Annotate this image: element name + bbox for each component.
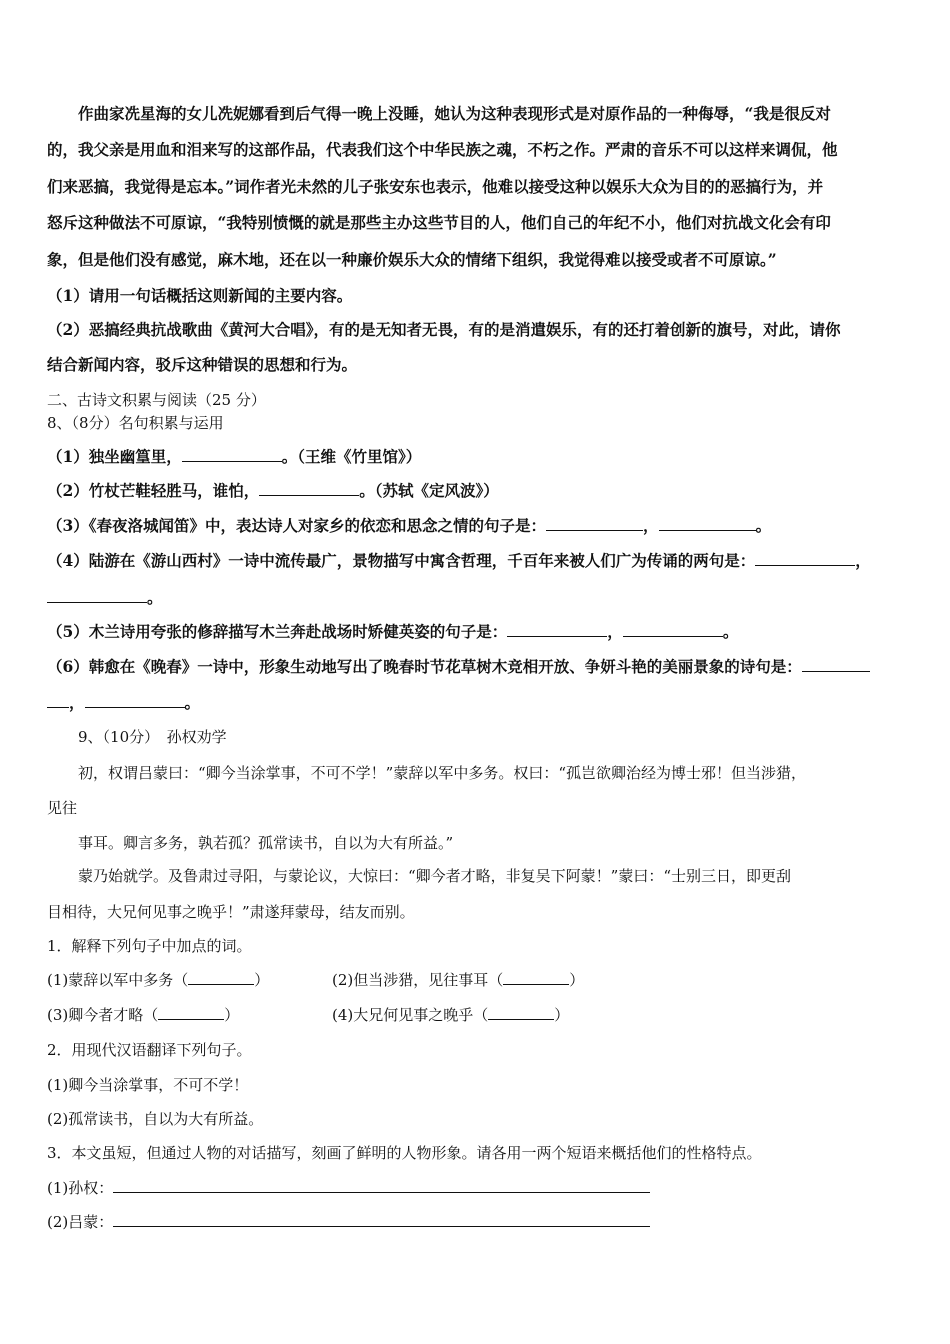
answer-blank[interactable] bbox=[507, 622, 607, 637]
answer-blank[interactable] bbox=[85, 693, 185, 708]
q9-sub-1-title: 1．解释下列句子中加点的词。 bbox=[47, 937, 252, 955]
answer-blank[interactable] bbox=[503, 970, 569, 985]
q9-passage-line-3b: 目相待，大兄何见事之晚乎！”肃遂拜蒙母，结友而别。 bbox=[47, 903, 415, 921]
q9-passage-line-3: 蒙乃始就学。及鲁肃过寻阳，与蒙论议，大惊曰：“卿今者才略，非复吴下阿蒙！”蒙曰：“士别三日，即更刮 bbox=[78, 867, 792, 885]
q8-item-1 bbox=[47, 447, 421, 467]
comma: ， bbox=[855, 551, 871, 570]
close-paren: ） bbox=[569, 971, 585, 989]
q9-sub-1-item-3-text: (3)卿今者才略（ bbox=[47, 1006, 159, 1024]
q9-sub-1-item-3 bbox=[47, 1005, 239, 1025]
q8-item-1-text: （1）独坐幽篁里， bbox=[47, 447, 182, 466]
q9-sub-1-item-1-text: (1)蒙辞以军中多务（ bbox=[47, 971, 189, 989]
answer-blank[interactable] bbox=[755, 551, 855, 566]
news-paragraph-line-3: 们来恶搞，我觉得是忘本。”词作者光未然的儿子张安东也表示，他难以接受这种以娱乐大众为目的的恶搞行为，并 bbox=[47, 177, 824, 196]
q8-item-2-text: （2）竹杖芒鞋轻胜马，谁怕， bbox=[47, 481, 260, 500]
q9-sub-3-item-2 bbox=[47, 1212, 650, 1232]
q9-sub-3-item-2-text: (2)吕蒙： bbox=[47, 1213, 114, 1231]
news-question-1: （1）请用一句话概括这则新闻的主要内容。 bbox=[47, 286, 353, 305]
answer-blank[interactable] bbox=[158, 1005, 224, 1020]
answer-blank[interactable] bbox=[659, 516, 756, 531]
q8-item-6-text: （6）韩愈在《晚春》一诗中，形象生动地写出了晚春时节花草树木竞相开放、争妍斗艳的美丽景象的诗句是： bbox=[47, 657, 802, 676]
q8-item-2-source: 。（苏轼《定风波》） bbox=[359, 481, 499, 500]
q8-item-3 bbox=[47, 516, 771, 536]
q9-passage-line-2: 事耳。卿言多务，孰若孤？孤常读书，自以为大有所益。” bbox=[78, 834, 454, 852]
answer-line[interactable] bbox=[113, 1212, 650, 1227]
q8-item-4-text: （4）陆游在《游山西村》一诗中流传最广，景物描写中寓含哲理，千百年来被人们广为传诵的两句是： bbox=[47, 551, 756, 570]
answer-blank[interactable] bbox=[802, 657, 870, 672]
q9-sub-3-item-1 bbox=[47, 1178, 650, 1198]
news-paragraph-line-5: 象，但是他们没有感觉，麻木地，还在以一种廉价娱乐大众的情绪下组织，我觉得难以接受或者不可原谅。” bbox=[47, 250, 777, 269]
q9-sub-2-title: 2．用现代汉语翻译下列句子。 bbox=[47, 1041, 252, 1059]
answer-blank[interactable] bbox=[546, 516, 643, 531]
question-9-title: 9、（10分） 孙权劝学 bbox=[78, 728, 227, 746]
q8-item-5-text: （5）木兰诗用夸张的修辞描写木兰奔赴战场时矫健英姿的句子是： bbox=[47, 622, 508, 641]
period: 。 bbox=[722, 622, 739, 641]
close-paren: ） bbox=[254, 971, 270, 989]
q8-item-1-source: 。（王维《竹里馆》） bbox=[281, 447, 422, 466]
answer-blank[interactable] bbox=[188, 970, 254, 985]
answer-blank[interactable] bbox=[47, 693, 69, 708]
q9-passage-line-1: 初，权谓吕蒙曰：“卿今当涂掌事，不可不学！”蒙辞以军中多务。权曰：“孤岂欲卿治经为博士邪！但当涉猎， bbox=[78, 764, 807, 782]
answer-blank[interactable] bbox=[47, 588, 147, 603]
answer-blank[interactable] bbox=[182, 447, 282, 462]
q9-sub-1-item-2 bbox=[332, 970, 584, 990]
q9-sub-1-item-2-text: (2)但当涉猎，见往事耳（ bbox=[332, 971, 504, 989]
q8-item-4 bbox=[47, 551, 871, 571]
q9-passage-line-1b: 见往 bbox=[47, 799, 78, 817]
q9-sub-2-item-2: (2)孤常读书，自以为大有所益。 bbox=[47, 1110, 264, 1128]
answer-blank[interactable] bbox=[488, 1005, 554, 1020]
close-paren: ） bbox=[224, 1006, 240, 1024]
answer-line[interactable] bbox=[113, 1178, 650, 1193]
q9-sub-1-item-1 bbox=[47, 970, 269, 990]
news-question-2-line-1: （2）恶搞经典抗战歌曲《黄河大合唱》，有的是无知者无畏，有的是消遣娱乐，有的还打着创新的旗号，对此，请你 bbox=[47, 320, 841, 339]
news-question-2-line-2: 结合新闻内容，驳斥这种错误的思想和行为。 bbox=[47, 355, 358, 374]
close-paren: ） bbox=[554, 1006, 570, 1024]
q9-sub-1-item-4-text: (4)大兄何见事之晚乎（ bbox=[332, 1006, 489, 1024]
q8-item-6 bbox=[47, 657, 870, 677]
q9-sub-3-item-1-text: (1)孙权： bbox=[47, 1179, 114, 1197]
q9-sub-3-title: 3．本文虽短，但通过人物的对话描写，刻画了鲜明的人物形象。请各用一两个短语来概括他们的性格特点。 bbox=[47, 1144, 762, 1162]
period: 。 bbox=[184, 693, 201, 712]
comma: ， bbox=[69, 693, 85, 712]
section-2-title: 二、古诗文积累与阅读（25 分） bbox=[47, 391, 266, 409]
comma: ， bbox=[607, 622, 623, 641]
period: 。 bbox=[147, 588, 163, 607]
question-8-title: 8、（8分）名句积累与运用 bbox=[47, 414, 224, 432]
q8-item-6-cont bbox=[47, 693, 200, 713]
comma: ， bbox=[643, 516, 659, 535]
news-paragraph-line-2: 的，我父亲是用血和泪来写的这部作品，代表我们这个中华民族之魂，不朽之作。严肃的音乐不可以这样来调侃，他 bbox=[47, 140, 838, 159]
q9-sub-1-item-4 bbox=[332, 1005, 569, 1025]
q8-item-4-cont bbox=[47, 588, 163, 608]
q8-item-5 bbox=[47, 622, 738, 642]
q8-item-3-text: （3）《春夜洛城闻笛》中，表达诗人对家乡的依恋和思念之情的句子是： bbox=[47, 516, 547, 535]
news-paragraph-line-1: 作曲家冼星海的女儿冼妮娜看到后气得一晚上没睡，她认为这种表现形式是对原作品的一种侮辱，“我是很反对 bbox=[78, 104, 831, 123]
q9-sub-2-item-1: (1)卿今当涂掌事，不可不学！ bbox=[47, 1076, 249, 1094]
answer-blank[interactable] bbox=[623, 622, 723, 637]
period: 。 bbox=[755, 516, 772, 535]
answer-blank[interactable] bbox=[259, 481, 359, 496]
q8-item-2 bbox=[47, 481, 499, 501]
news-paragraph-line-4: 怒斥这种做法不可原谅，“我特别愤慨的就是那些主办这些节目的人，他们自己的年纪不小，他们对抗战文化会有印 bbox=[47, 213, 831, 232]
